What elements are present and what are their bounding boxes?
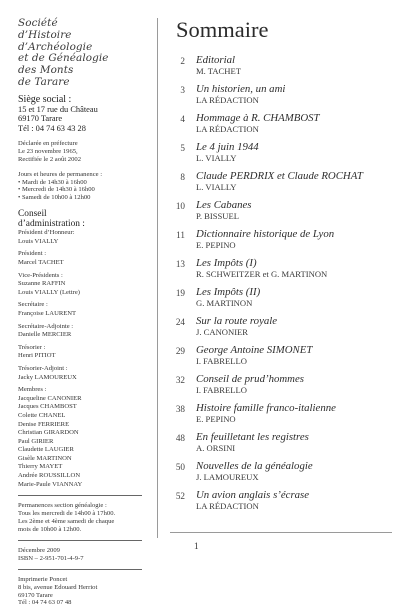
society-line: Société <box>18 17 58 29</box>
toc-entry[interactable] <box>170 228 392 257</box>
toc-author: I. FABRELLO <box>196 356 247 366</box>
toc-title: Un avion anglais s’écrase <box>196 489 310 501</box>
council-block <box>18 209 142 489</box>
toc-author: J. CANONIER <box>196 327 249 337</box>
toc-entry[interactable] <box>170 373 392 402</box>
toc-page-number: 19 <box>175 288 185 298</box>
member-name: Andrée ROUSSILLON <box>18 472 81 480</box>
president-name: Marcel TACHET <box>18 259 64 267</box>
toc-title: Le 4 juin 1944 <box>196 141 259 153</box>
declaration-block <box>18 140 142 164</box>
honor-label: Président d’Honneur: <box>18 229 75 237</box>
vice-name: Louis VIALLY (Lettre) <box>18 288 80 296</box>
deputy-treasurer-label: Trésorier-Adjoint : <box>18 364 68 372</box>
printer-line: Imprimerie Poncet <box>18 575 68 583</box>
toc-title: Claude PERDRIX et Claude ROCHAT <box>196 170 363 182</box>
toc-page-number: 3 <box>180 85 185 95</box>
society-line: d’Archéologie <box>18 40 93 53</box>
printer-line: Tél : 04 74 63 07 48 <box>18 599 72 607</box>
toc-entry[interactable] <box>170 141 392 170</box>
toc-title: Hommage à R. CHAMBOST <box>196 112 320 124</box>
printer-line: 69170 Tarare <box>18 591 53 599</box>
member-name: Paul GIRIER <box>18 437 54 445</box>
toc-page-number: 48 <box>175 433 185 443</box>
seat-city-line: 69170 Tarare <box>18 114 63 124</box>
deputy-secretary-name: Danielle MERCIER <box>18 331 72 339</box>
hours-item: • Mardi de 14h30 à 16h00 <box>18 179 142 187</box>
society-line: des Monts <box>18 64 74 77</box>
toc-title: Nouvelles de la généalogie <box>196 460 313 472</box>
toc-entry[interactable] <box>170 431 392 460</box>
toc-entry[interactable] <box>170 54 392 83</box>
council-title <box>18 209 142 229</box>
genealogy-line: Les 2ème et 4ème samedi de chaque <box>18 518 115 526</box>
isbn: ISBN – 2-951-701-4-9-7 <box>18 554 84 562</box>
toc-title: George Antoine SIMONET <box>196 344 313 356</box>
divider <box>18 495 142 496</box>
toc-author: I. FABRELLO <box>196 385 247 395</box>
toc-entry[interactable] <box>170 315 392 344</box>
toc-author: P. BISSUEL <box>196 211 239 221</box>
seat-block <box>18 95 142 133</box>
toc-author: LA RÉDACTION <box>196 501 259 511</box>
vice-label: Vice-Présidents : <box>18 271 63 279</box>
toc-title: Les Impôts (II) <box>196 286 261 298</box>
genealogy-block <box>18 502 142 534</box>
secretary-label: Secrétaire : <box>18 301 48 309</box>
divider <box>18 540 142 541</box>
treasurer-label: Trésorier : <box>18 343 46 351</box>
toc-author: A. ORSINI <box>196 443 236 453</box>
society-name-logo <box>18 18 142 89</box>
toc-author: M. TACHET <box>196 66 241 76</box>
secretary-name: Françoise LAURENT <box>18 309 77 317</box>
seat-address-line: 15 et 17 rue du Château <box>18 105 98 115</box>
toc-entry[interactable] <box>170 489 392 518</box>
footer-rule <box>170 532 392 533</box>
toc-entry[interactable] <box>170 257 392 286</box>
toc-page-number: 2 <box>180 56 185 66</box>
toc-title: En feuilletant les registres <box>196 431 309 443</box>
toc-page-number: 4 <box>180 114 185 124</box>
society-line: et de Généalogie <box>18 52 109 65</box>
deputy-secretary-label: Secrétaire-Adjointe : <box>18 322 74 330</box>
declaration-line: Déclarée en préfecture <box>18 139 78 147</box>
member-name: Claudette LAUGIER <box>18 446 74 454</box>
toc-author: E. PEPINO <box>196 414 236 424</box>
sommaire-title: Sommaire <box>176 17 269 42</box>
toc-title: Editorial <box>196 54 235 66</box>
toc-title: Histoire famille franco-italienne <box>196 402 336 414</box>
toc-author: R. SCHWEITZER et G. MARTINON <box>196 269 328 279</box>
toc-page-number: 29 <box>175 346 185 356</box>
vice-name: Suzanne RAFFIN <box>18 280 66 288</box>
member-name: Thierry MAYET <box>18 463 63 471</box>
hours-block <box>18 171 142 203</box>
toc-page-number: 24 <box>175 317 185 327</box>
member-name: Denise FERRIERE <box>18 420 70 428</box>
toc-title: Les Impôts (I) <box>196 257 257 269</box>
president-label: Président : <box>18 250 47 258</box>
toc-author: G. MARTINON <box>196 298 253 308</box>
toc-page-number: 5 <box>180 143 185 153</box>
society-line: de Tarare <box>18 75 70 88</box>
toc-author: LA RÉDACTION <box>196 95 259 105</box>
toc-author: L. VIALLY <box>196 153 237 163</box>
toc-title: Sur la route royale <box>196 315 278 327</box>
toc-title: Conseil de prud’hommes <box>196 373 304 385</box>
member-name: Marie-Paule VIANNAY <box>18 480 83 488</box>
toc-author: E. PEPINO <box>196 240 236 250</box>
members-label: Membres : <box>18 386 47 394</box>
genealogy-line: Permanences section généalogie : <box>18 502 107 510</box>
toc-entry[interactable] <box>170 460 392 489</box>
toc-page-number: 13 <box>175 259 185 269</box>
toc-title: Dictionnaire historique de Lyon <box>196 228 335 240</box>
toc-title: Les Cabanes <box>196 199 252 211</box>
toc-title: Un historien, un ami <box>196 83 286 95</box>
declaration-line: Le 23 novembre 1965, <box>18 147 78 155</box>
council-title-line: d’administration : <box>18 219 85 230</box>
toc-entry[interactable] <box>170 83 392 112</box>
toc-entry[interactable] <box>170 199 392 228</box>
society-line: d’Histoire <box>18 28 72 41</box>
printer-line: 8 bis, avenue Edouard Herriot <box>18 583 98 591</box>
toc-page-number: 11 <box>176 230 185 240</box>
honor-name: Louis VIALLY <box>18 237 59 245</box>
toc-page-number: 38 <box>175 404 185 414</box>
printer-block <box>18 576 142 607</box>
toc-page-number: 32 <box>175 375 185 385</box>
member-name: Colette CHANEL <box>18 411 66 419</box>
toc-page-number: 8 <box>180 172 185 182</box>
deputy-treasurer-name: Jacky LAMOUREUX <box>18 373 77 381</box>
seat-phone-line: Tél : 04 74 63 43 28 <box>18 123 86 133</box>
member-name: Jacques CHAMBOST <box>18 403 77 411</box>
toc-entry[interactable] <box>170 402 392 431</box>
toc-entry[interactable] <box>170 170 392 199</box>
edition-date: Décembre 2009 <box>18 546 60 554</box>
edition-block <box>18 547 142 563</box>
hours-item: • Samedi de 10h00 à 12h00 <box>18 194 142 202</box>
toc-entry[interactable] <box>170 112 392 141</box>
treasurer-name: Henri PITIOT <box>18 352 56 360</box>
page-number: 1 <box>194 541 199 551</box>
toc-page-number: 52 <box>175 491 185 501</box>
toc-author: L. VIALLY <box>196 182 237 192</box>
toc-author: J. LAMOUREUX <box>196 472 259 482</box>
declaration-line: Rectifiée le 2 août 2002 <box>18 155 81 163</box>
toc-author: LA RÉDACTION <box>196 124 259 134</box>
hours-heading: Jours et heures de permanence : <box>18 170 103 178</box>
toc-page-number: 50 <box>175 462 185 472</box>
council-title-line: Conseil <box>18 209 47 220</box>
genealogy-line: mois de 10h00 à 12h00. <box>18 525 82 533</box>
contents-column <box>170 18 392 518</box>
member-name: Gisèle MARTINON <box>18 454 72 462</box>
seat-label: Siège social : <box>18 93 72 105</box>
toc-entry[interactable] <box>170 286 392 315</box>
genealogy-line: Tous les mercredi de 14h00 à 17h00. <box>18 510 116 518</box>
toc-entry[interactable] <box>170 344 392 373</box>
left-column <box>18 18 142 607</box>
column-divider <box>157 18 158 538</box>
member-name: Christian GIRARDON <box>18 429 79 437</box>
toc-page-number: 10 <box>175 201 185 211</box>
hours-item: • Mercredi de 14h30 à 16h00 <box>18 186 142 194</box>
member-name: Jacqueline CANONIER <box>18 394 82 402</box>
